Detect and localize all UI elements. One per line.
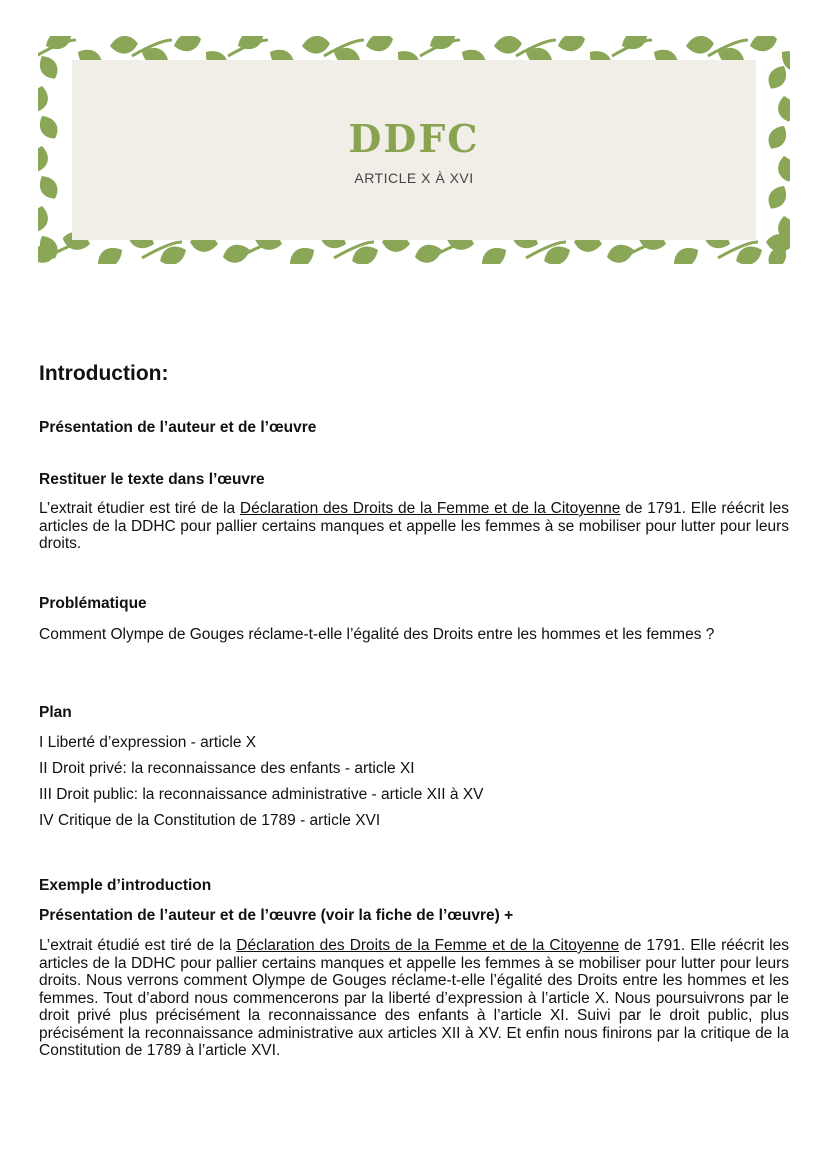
header-banner: [38, 36, 790, 264]
plan-heading: Plan: [39, 704, 72, 721]
restituer-heading: Restituer le texte dans l’œuvre: [39, 471, 265, 488]
oeuvre-title-link: Déclaration des Droits de la Femme et de la Citoyenne: [236, 937, 620, 954]
exemple-paragraph: L’extrait étudié est tiré de la Déclaration des Droits de la Femme et de la Citoyenne de 1791. Elle réécrit les articles de la DDHC pour pallier certains manques et appelle les femmes à se mobiliser pour lutter pour leurs droits. Nous verrons comment Olympe de Gouges réclame-t-elle l’égalité des Droits entre les hommes et les femmes. Tout d’abord nous commencerons par la liberté d’expression à l’article X. Nous poursuivrons par le droit privé plus précisément la reconnaissance des enfants à l’article XI. Suivi par le droit public, plus précisément la reconnaissance administrative aux articles XII à XV. Et enfin nous finirons par la critique de la Constitution de 1789 à l’article XVI.: [39, 937, 789, 1059]
exemple-heading: Exemple d’introduction: [39, 877, 212, 894]
oeuvre-title-link: Déclaration des Droits de la Femme et de la Citoyenne: [239, 500, 621, 517]
document-title: DDFC: [348, 116, 480, 161]
restituer-paragraph: L’extrait étudier est tiré de la Déclaration des Droits de la Femme et de la Citoyenne de 1791. Elle réécrit les articles de la DDHC pour pallier certains manques et appelle les femmes à se mobiliser pour lutter pour leurs droits.: [39, 500, 789, 552]
exemple-subheading: Présentation de l’auteur et de l’œuvre (voir la fiche de l’œuvre) +: [39, 907, 514, 924]
introduction-heading: Introduction:: [39, 362, 169, 385]
plan-item: I Liberté d’expression - article X: [39, 734, 257, 751]
document-subtitle: ARTICLE X À XVI: [354, 170, 474, 186]
problematique-paragraph: Comment Olympe de Gouges réclame-t-elle l’égalité des Droits entre les hommes et les femmes ?: [39, 626, 715, 643]
plan-item: III Droit public: la reconnaissance administrative - article XII à XV: [39, 786, 484, 803]
problematique-heading: Problématique: [39, 595, 147, 612]
plan-item: IV Critique de la Constitution de 1789 - article XVI: [39, 812, 381, 829]
plan-item: II Droit privé: la reconnaissance des enfants - article XI: [39, 760, 415, 777]
presentation-heading: Présentation de l’auteur et de l’œuvre: [39, 419, 317, 436]
